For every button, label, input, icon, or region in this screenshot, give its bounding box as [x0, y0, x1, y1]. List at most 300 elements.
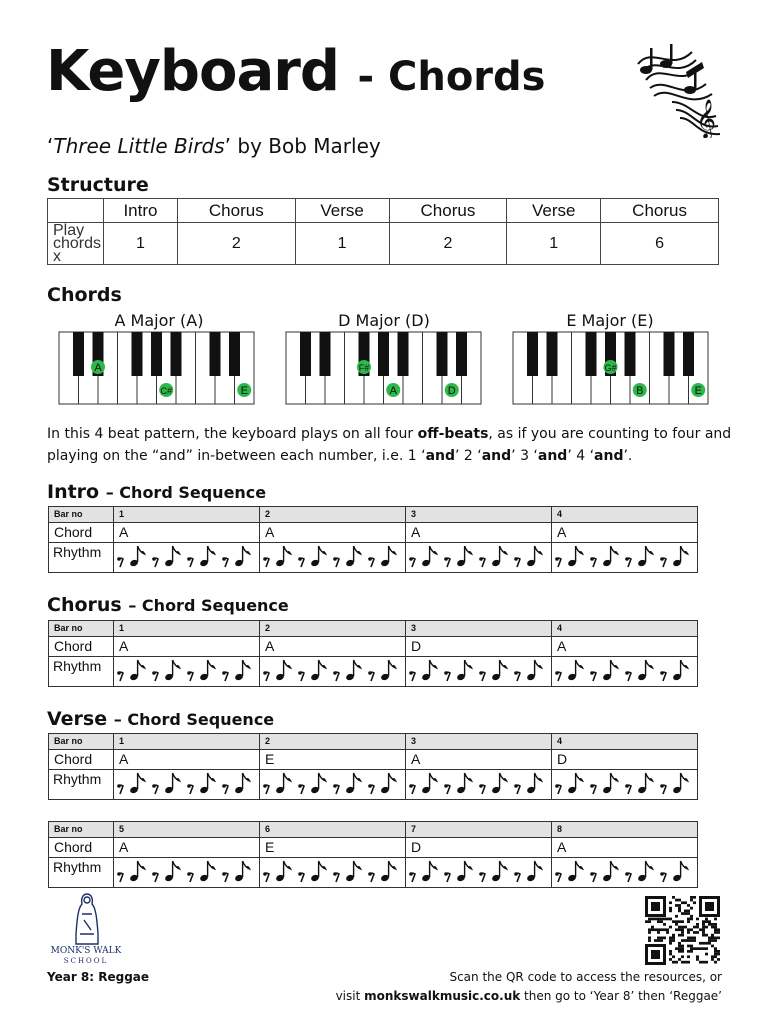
black-key	[625, 332, 636, 376]
qr-module	[681, 939, 684, 942]
qr-code-icon[interactable]	[643, 894, 721, 966]
rhythm-cell	[552, 858, 698, 888]
structure-table	[47, 198, 719, 265]
chord-note-label: E	[694, 385, 702, 397]
para-bold: off-beats	[417, 426, 489, 442]
rhythm-pattern	[260, 657, 405, 683]
bar-chord: A	[406, 523, 552, 543]
quaver-rest-dot	[479, 872, 483, 876]
quaver-note-flag	[465, 660, 472, 668]
rhythm-pattern	[260, 543, 405, 569]
rhythm-cell	[406, 657, 552, 687]
bar-chord: D	[406, 838, 552, 858]
quaver-rest-dot	[479, 671, 483, 675]
quaver-note-flag	[173, 546, 180, 554]
para-text: ’ 3 ‘	[511, 448, 538, 464]
bar-chord: D	[406, 637, 552, 657]
quaver-note-flag	[500, 546, 507, 554]
qr-module	[714, 937, 717, 940]
site-link[interactable]: monkswalkmusic.co.uk	[364, 989, 521, 1003]
qr-module	[663, 918, 666, 921]
quote-close: ’	[224, 134, 232, 158]
qr-module	[696, 955, 699, 958]
row-label: Bar no	[49, 822, 114, 838]
qr-module	[666, 928, 669, 931]
quaver-note-flag	[389, 660, 396, 668]
seq-heading-suffix: – Chord Sequence	[128, 596, 289, 615]
quaver-note-flag	[243, 660, 250, 668]
qr-module	[678, 947, 681, 950]
qr-module	[672, 920, 675, 923]
para-text: ’ 4 ‘	[567, 448, 595, 464]
rhythm-cell	[114, 770, 260, 800]
bar-chord: A	[114, 838, 260, 858]
quaver-rest-dot	[625, 784, 629, 788]
quaver-rest-dot	[152, 872, 156, 876]
quaver-note-flag	[430, 773, 437, 781]
qr-finder	[651, 950, 660, 959]
bar-number: 6	[260, 822, 406, 838]
sequence-row-barno	[49, 621, 698, 637]
quaver-rest-dot	[263, 872, 267, 876]
qr-module	[681, 955, 684, 958]
qr-module	[678, 958, 681, 961]
structure-row-label: Play chords x	[48, 223, 104, 265]
quaver-rest-dot	[187, 784, 191, 788]
qr-module	[648, 920, 651, 923]
qr-module	[663, 928, 666, 931]
quaver-note-flag	[389, 546, 396, 554]
chord-note-label: D	[447, 385, 456, 397]
structure-heading: Structure	[47, 174, 149, 196]
qr-module	[681, 950, 684, 953]
seq-heading-main: Chorus	[47, 594, 122, 616]
rhythm-pattern	[406, 657, 551, 683]
qr-module	[669, 926, 672, 929]
qr-module	[672, 937, 675, 940]
qr-module	[690, 937, 693, 940]
row-label: Chord	[49, 838, 114, 858]
black-key	[320, 332, 331, 376]
qr-module	[714, 926, 717, 929]
qr-module	[681, 961, 684, 964]
bar-number: 2	[260, 734, 406, 750]
quaver-note-flag	[681, 660, 688, 668]
qr-module	[678, 926, 681, 929]
page-title	[46, 39, 546, 104]
qr-module	[678, 950, 681, 953]
qr-module	[717, 958, 720, 961]
quaver-rest-dot	[263, 671, 267, 675]
school-name	[45, 946, 127, 966]
quaver-note-flag	[646, 660, 653, 668]
bar-chord: A	[406, 750, 552, 770]
quaver-rest-dot	[263, 784, 267, 788]
quaver-rest-dot	[479, 557, 483, 561]
qr-module	[687, 918, 690, 921]
qr-module	[690, 896, 693, 899]
qr-module	[681, 926, 684, 929]
qr-module	[675, 904, 678, 907]
structure-section: Intro	[104, 199, 178, 223]
qr-module	[651, 926, 654, 929]
row-label: Chord	[49, 750, 114, 770]
sequence-row-rhythm	[49, 858, 698, 888]
chord-note-label: A	[94, 362, 102, 374]
qr-module	[681, 912, 684, 915]
qr-module	[702, 923, 705, 926]
quaver-rest-dot	[660, 784, 664, 788]
qr-module	[681, 934, 684, 937]
qr-module	[663, 937, 666, 940]
qr-module	[681, 931, 684, 934]
quaver-rest-dot	[514, 872, 518, 876]
qr-module	[714, 918, 717, 921]
quaver-rest-dot	[555, 671, 559, 675]
black-key	[210, 332, 221, 376]
quaver-note-flag	[430, 660, 437, 668]
quaver-rest-dot	[117, 872, 121, 876]
chord-sequence-table	[48, 733, 698, 800]
qr-module	[699, 928, 702, 931]
song-title: Three Little Birds	[53, 134, 225, 158]
visit-post: then go to ‘Year 8’ then ‘Reggae’	[520, 989, 722, 1003]
seq-heading-suffix: – Chord Sequence	[105, 483, 267, 502]
quaver-note-flag	[535, 546, 542, 554]
structure-section: Verse	[507, 199, 601, 223]
qr-module	[711, 945, 714, 948]
quaver-rest-dot	[660, 671, 664, 675]
quaver-note-flag	[284, 773, 291, 781]
quaver-rest-dot	[625, 671, 629, 675]
qr-module	[693, 937, 696, 940]
qr-module	[669, 918, 672, 921]
qr-module	[690, 915, 693, 918]
qr-module	[690, 899, 693, 902]
qr-module	[684, 961, 687, 964]
structure-count: 1	[104, 223, 178, 265]
qr-module	[711, 934, 714, 937]
title-main: Keyboard	[46, 39, 339, 104]
qr-module	[696, 926, 699, 929]
black-key	[229, 332, 240, 376]
rhythm-pattern	[114, 770, 259, 796]
qr-module	[717, 931, 720, 934]
quaver-note-flag	[389, 861, 396, 869]
quaver-note-flag	[208, 546, 215, 554]
qr-module	[690, 950, 693, 953]
rhythm-cell	[552, 770, 698, 800]
seq-heading-main: Verse	[47, 708, 108, 730]
para-and: and	[425, 448, 456, 464]
qr-module	[678, 910, 681, 913]
explanation-paragraph	[47, 423, 757, 467]
chord-note-label: B	[636, 385, 644, 397]
sequence-row-barno	[49, 507, 698, 523]
chorus-heading	[47, 594, 289, 616]
qr-module	[714, 939, 717, 942]
quaver-rest-dot	[117, 557, 121, 561]
qr-module	[669, 939, 672, 942]
structure-count: 6	[601, 223, 719, 265]
qr-module	[669, 907, 672, 910]
qr-module	[693, 896, 696, 899]
quaver-rest-dot	[555, 557, 559, 561]
quote-open: ‘	[47, 134, 54, 158]
chord-name-e: E Major (E)	[566, 311, 654, 330]
qr-module	[705, 920, 708, 923]
bar-number: 3	[406, 621, 552, 637]
quaver-rest-dot	[409, 671, 413, 675]
quaver-note-flag	[284, 660, 291, 668]
qr-module	[702, 928, 705, 931]
qr-module	[714, 923, 717, 926]
visit-line	[336, 987, 722, 1006]
quaver-note-flag	[354, 546, 361, 554]
rhythm-pattern	[260, 858, 405, 884]
structure-header-row	[48, 199, 719, 223]
qr-module	[663, 923, 666, 926]
qr-module	[681, 901, 684, 904]
qr-module	[711, 958, 714, 961]
rhythm-cell	[114, 657, 260, 687]
qr-module	[714, 955, 717, 958]
structure-count-row	[48, 223, 719, 265]
structure-count: 1	[507, 223, 601, 265]
para-and: and	[594, 448, 624, 464]
chord-sequence-table	[48, 821, 698, 888]
quaver-note-flag	[389, 773, 396, 781]
black-key	[527, 332, 538, 376]
qr-module	[687, 931, 690, 934]
black-key	[378, 332, 389, 376]
qr-module	[690, 918, 693, 921]
quaver-rest-dot	[152, 784, 156, 788]
qr-module	[687, 955, 690, 958]
black-key	[151, 332, 162, 376]
quaver-rest-dot	[590, 557, 594, 561]
qr-module	[708, 937, 711, 940]
keyboard-d-major	[285, 331, 483, 405]
quaver-note-flag	[173, 861, 180, 869]
qr-module	[675, 961, 678, 964]
footer-instructions	[336, 968, 722, 1006]
qr-module	[657, 931, 660, 934]
qr-module	[690, 947, 693, 950]
quaver-note-flag	[243, 861, 250, 869]
qr-module	[705, 926, 708, 929]
qr-module	[684, 926, 687, 929]
sequence-row-rhythm	[49, 543, 698, 573]
music-notes-logo	[632, 42, 724, 138]
visit-pre: visit	[335, 989, 365, 1003]
qr-module	[699, 947, 702, 950]
quaver-note-flag	[243, 773, 250, 781]
bar-number: 5	[114, 822, 260, 838]
rhythm-pattern	[406, 858, 551, 884]
qr-module	[681, 945, 684, 948]
quaver-rest-dot	[514, 671, 518, 675]
rhythm-pattern	[552, 657, 697, 683]
qr-module	[657, 939, 660, 942]
qr-module	[687, 912, 690, 915]
bar-chord: A	[260, 637, 406, 657]
qr-module	[648, 931, 651, 934]
quaver-note-flag	[500, 773, 507, 781]
quaver-note-flag	[611, 773, 618, 781]
verse-heading	[47, 708, 274, 730]
qr-module	[678, 907, 681, 910]
song-artist: by Bob Marley	[237, 134, 381, 158]
rhythm-pattern	[406, 770, 551, 796]
quaver-note-flag	[284, 546, 291, 554]
qr-module	[660, 928, 663, 931]
qr-module	[714, 953, 717, 956]
qr-module	[693, 901, 696, 904]
school-crest-icon	[72, 890, 102, 948]
structure-section: Chorus	[389, 199, 507, 223]
qr-module	[690, 945, 693, 948]
qr-module	[714, 947, 717, 950]
quaver-note-flag	[535, 660, 542, 668]
qr-module	[714, 961, 717, 964]
qr-module	[705, 934, 708, 937]
qr-module	[657, 937, 660, 940]
qr-module	[672, 939, 675, 942]
qr-module	[705, 947, 708, 950]
quaver-note-flag	[138, 773, 145, 781]
quaver-rest-dot	[368, 557, 372, 561]
structure-section: Verse	[295, 199, 389, 223]
qr-module	[696, 947, 699, 950]
qr-module	[708, 939, 711, 942]
qr-module	[687, 945, 690, 948]
bar-number: 7	[406, 822, 552, 838]
quaver-note-flag	[354, 861, 361, 869]
qr-module	[705, 942, 708, 945]
qr-module	[645, 920, 648, 923]
bar-number: 8	[552, 822, 698, 838]
qr-module	[648, 918, 651, 921]
qr-finder	[651, 902, 660, 911]
seq-heading-main: Intro	[47, 481, 100, 503]
quaver-rest-dot	[117, 784, 121, 788]
chord-note-label: A	[389, 385, 397, 397]
quaver-note-flag	[138, 861, 145, 869]
black-key	[586, 332, 597, 376]
qr-module	[669, 953, 672, 956]
bar-chord: A	[552, 523, 698, 543]
quaver-note-flag	[646, 861, 653, 869]
school-word: SCHOOL	[63, 957, 109, 965]
qr-module	[675, 928, 678, 931]
bar-number: 4	[552, 734, 698, 750]
qr-module	[687, 950, 690, 953]
quaver-note-flag	[681, 861, 688, 869]
quaver-rest-dot	[514, 557, 518, 561]
sequence-row-chord	[49, 750, 698, 770]
structure-corner	[48, 199, 104, 223]
title-sub: - Chords	[357, 54, 546, 100]
quaver-rest-dot	[222, 872, 226, 876]
quaver-note-flag	[576, 773, 583, 781]
qr-module	[669, 950, 672, 953]
structure-section: Chorus	[601, 199, 719, 223]
quaver-rest-dot	[368, 872, 372, 876]
qr-module	[678, 945, 681, 948]
quaver-note-flag	[284, 861, 291, 869]
qr-module	[684, 910, 687, 913]
qr-module	[657, 918, 660, 921]
quaver-note-flag	[173, 773, 180, 781]
school-name-text: MONK'S WALK	[50, 946, 122, 956]
quaver-note-flag	[576, 546, 583, 554]
quaver-note-flag	[535, 773, 542, 781]
qr-module	[705, 918, 708, 921]
quaver-rest-dot	[152, 557, 156, 561]
structure-count: 2	[389, 223, 507, 265]
structure-section: Chorus	[177, 199, 295, 223]
bar-chord: A	[552, 838, 698, 858]
qr-module	[648, 937, 651, 940]
quaver-rest-dot	[298, 784, 302, 788]
quaver-rest-dot	[444, 557, 448, 561]
qr-module	[696, 958, 699, 961]
quaver-note-flag	[319, 660, 326, 668]
quaver-note-flag	[430, 861, 437, 869]
quaver-note-flag	[646, 546, 653, 554]
quaver-rest-dot	[187, 872, 191, 876]
rhythm-cell	[114, 858, 260, 888]
chord-note-label: E	[240, 385, 248, 397]
bar-number: 2	[260, 621, 406, 637]
scan-text: Scan the QR code to access the resources, or	[449, 970, 722, 984]
structure-count: 1	[295, 223, 389, 265]
rhythm-pattern	[114, 657, 259, 683]
chord-name-d: D Major (D)	[338, 311, 430, 330]
qr-module	[702, 942, 705, 945]
quaver-rest-dot	[625, 557, 629, 561]
qr-module	[693, 926, 696, 929]
quaver-rest-dot	[187, 557, 191, 561]
quaver-rest-dot	[514, 784, 518, 788]
sequence-row-chord	[49, 637, 698, 657]
row-label: Chord	[49, 523, 114, 543]
qr-module	[675, 920, 678, 923]
rhythm-cell	[406, 543, 552, 573]
quaver-note-flag	[138, 660, 145, 668]
bar-number: 1	[114, 734, 260, 750]
qr-module	[711, 923, 714, 926]
bar-number: 2	[260, 507, 406, 523]
chord-sequence-table	[48, 620, 698, 687]
quaver-note-flag	[173, 660, 180, 668]
black-key	[664, 332, 675, 376]
qr-module	[648, 939, 651, 942]
qr-module	[687, 939, 690, 942]
qr-module	[699, 942, 702, 945]
rhythm-cell	[260, 770, 406, 800]
bar-chord: E	[260, 838, 406, 858]
quaver-rest-dot	[298, 872, 302, 876]
qr-module	[693, 947, 696, 950]
rhythm-pattern	[552, 543, 697, 569]
sequence-row-barno	[49, 822, 698, 838]
quaver-note-flag	[354, 660, 361, 668]
qr-module	[672, 896, 675, 899]
quaver-note-flag	[319, 861, 326, 869]
qr-module	[717, 953, 720, 956]
